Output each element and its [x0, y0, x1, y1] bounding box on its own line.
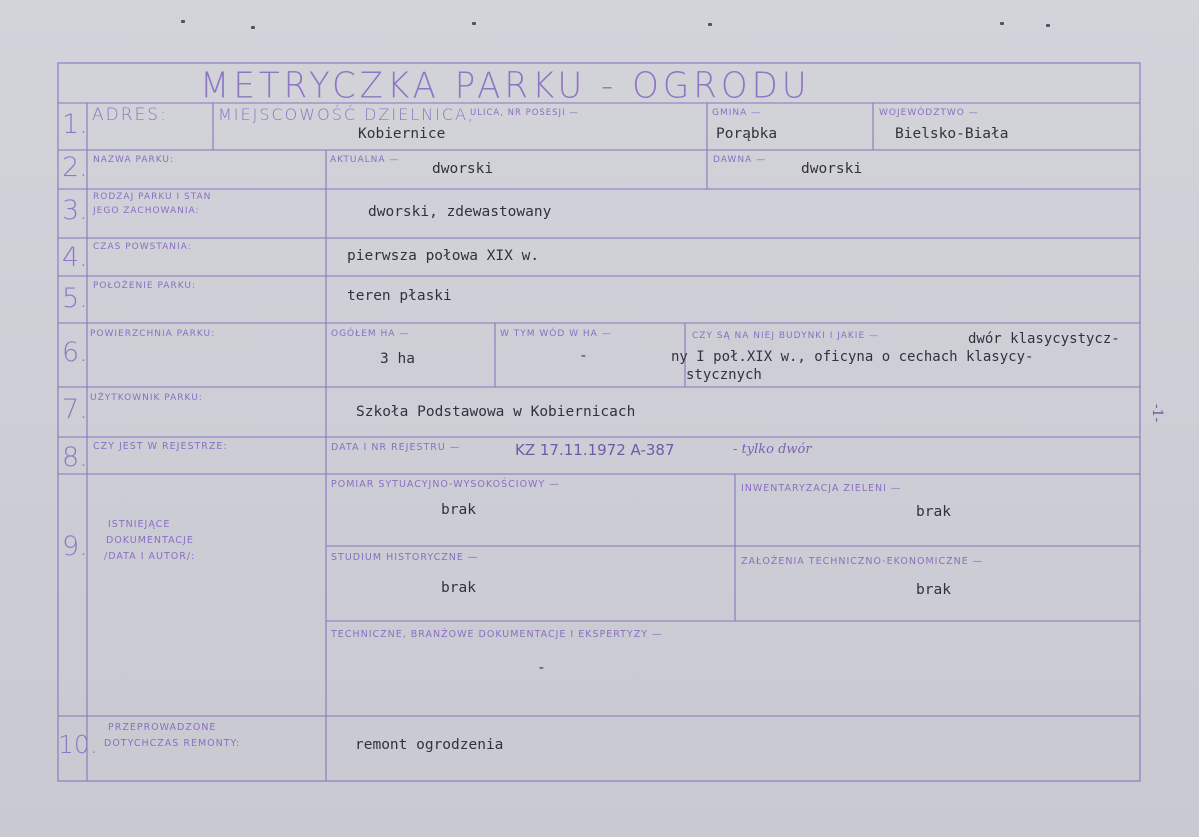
register-date-value: KZ 17.11.1972 A-387	[515, 441, 675, 459]
water-area-label: W TYM WÓD W HA —	[500, 329, 612, 339]
former-name-label: DAWNA —	[713, 155, 767, 165]
water-area-value: -	[579, 348, 588, 364]
area-label: POWIERZCHNIA PARKU:	[90, 329, 216, 339]
current-name-label: AKTUALNA —	[330, 155, 400, 165]
repairs-label-line1: PRZEPROWADZONE	[108, 722, 217, 733]
technical-docs-label: TECHNICZNE, BRANŻOWE DOKUMENTACJE I EKSPERTYZY —	[331, 629, 663, 640]
register-date-label: DATA I NR REJESTRU —	[331, 442, 461, 453]
historical-study-value: brak	[441, 580, 476, 596]
row-number: 10.	[58, 730, 98, 759]
greenery-inventory-value: brak	[916, 504, 951, 520]
page-number-mark: -1-	[1149, 403, 1166, 423]
row-number: 7.	[62, 394, 88, 425]
row-number: 8.	[62, 442, 88, 473]
gmina-value: Porąbka	[716, 126, 778, 142]
row-number: 1.	[62, 109, 88, 140]
tech-econ-value: brak	[916, 582, 951, 598]
gmina-label: GMINA —	[712, 108, 762, 118]
creation-time-label: CZAS POWSTANIA:	[93, 242, 192, 252]
row-number: 6.	[62, 337, 88, 368]
park-type-label-line2: JEGO ZACHOWANIA:	[93, 206, 200, 216]
row-number: 5.	[62, 283, 88, 314]
row-number: 3.	[62, 195, 88, 226]
buildings-label: CZY SĄ NA NIEJ BUDYNKI I JAKIE —	[692, 331, 879, 341]
buildings-value-line2: ny I poł.XIX w., oficyna o cechach klasycy-	[671, 349, 1034, 365]
buildings-value-line3: stycznych	[686, 367, 762, 383]
locality-value: Kobiernice	[358, 126, 446, 142]
row-number: 4.	[62, 242, 88, 273]
row-number: 9.	[62, 531, 88, 562]
historical-study-label: STUDIUM HISTORYCZNE —	[331, 552, 479, 563]
street-label: ULICA, NR POSESJI —	[470, 108, 579, 118]
user-value: Szkoła Podstawowa w Kobiernicach	[356, 404, 636, 420]
park-type-label-line1: RODZAJ PARKU I STAN	[93, 192, 212, 202]
repairs-label-line2: DOTYCHCZAS REMONTY:	[104, 738, 241, 749]
register-label: CZY JEST W REJESTRZE:	[93, 441, 228, 452]
survey-label: POMIAR SYTUACYJNO-WYSOKOŚCIOWY —	[331, 479, 560, 490]
documentation-label-line1: ISTNIEJĄCE	[108, 519, 171, 530]
voivodeship-value: Bielsko-Biała	[895, 126, 1009, 142]
voivodeship-label: WOJEWÓDZTWO —	[879, 108, 979, 118]
repairs-value: remont ogrodzenia	[355, 737, 504, 753]
greenery-inventory-label: INWENTARYZACJA ZIELENI —	[741, 483, 902, 494]
survey-value: brak	[441, 502, 476, 518]
address-label: ADRES:	[92, 105, 168, 125]
documentation-label-line3: /DATA I AUTOR/:	[104, 551, 196, 562]
handwritten-note: - tylko dwór	[733, 442, 812, 457]
creation-time-value: pierwsza połowa XIX w.	[347, 248, 540, 264]
form-title: METRYCZKA PARKU - OGRODU	[200, 65, 811, 107]
documentation-label-line2: DOKUMENTACJE	[106, 535, 194, 546]
locality-label: MIEJSCOWOŚĆ DZIELNICA,	[218, 105, 476, 124]
user-label: UŻYTKOWNIK PARKU:	[90, 393, 203, 403]
park-name-label: NAZWA PARKU:	[93, 155, 175, 165]
tech-econ-label: ZAŁOŻENIA TECHNICZNO-EKONOMICZNE —	[741, 556, 984, 567]
park-type-value: dworski, zdewastowany	[368, 204, 552, 220]
technical-docs-value: -	[537, 660, 546, 676]
row-number: 2.	[62, 152, 88, 183]
location-value: teren płaski	[347, 288, 452, 304]
current-name-value: dworski	[432, 161, 494, 177]
total-area-label: OGÓŁEM HA —	[331, 329, 410, 339]
location-label: POŁOŻENIE PARKU:	[93, 281, 196, 291]
total-area-value: 3 ha	[380, 351, 415, 367]
former-name-value: dworski	[801, 161, 863, 177]
buildings-value-line1: dwór klasycystycz-	[968, 331, 1120, 347]
